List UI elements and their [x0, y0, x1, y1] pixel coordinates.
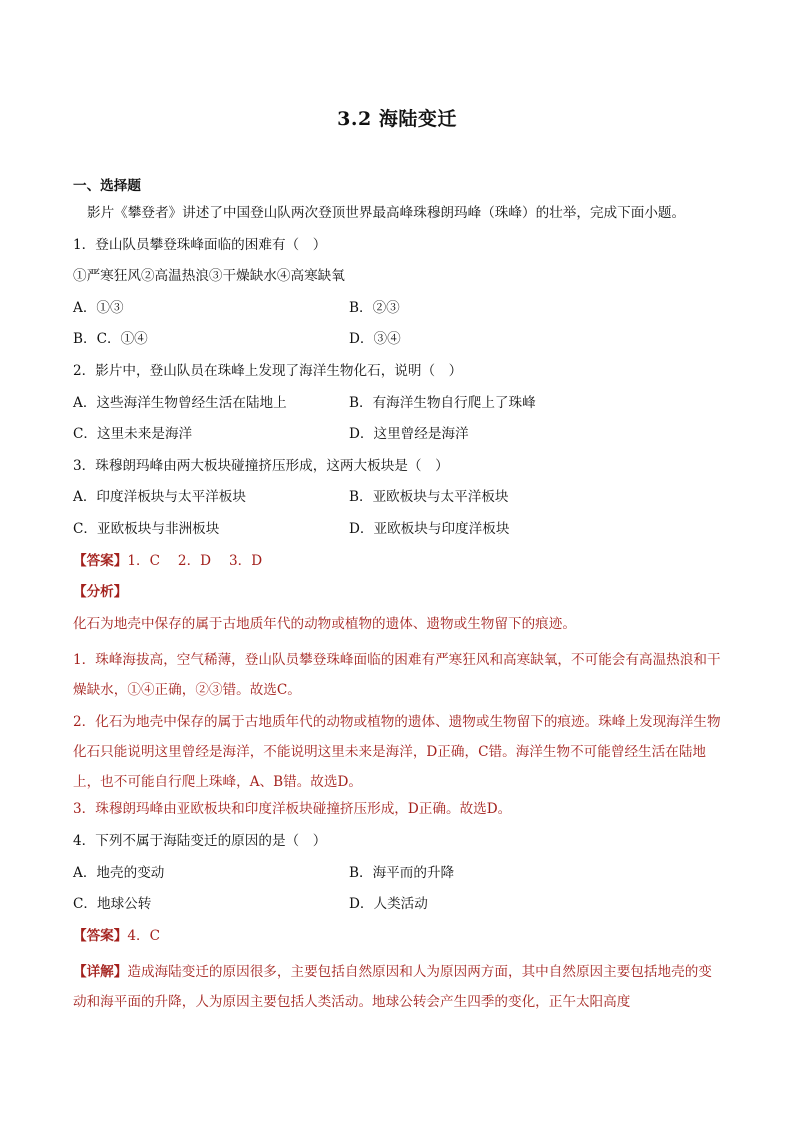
question-2-stem: 2．影片中，登山队员在珠峰上发现了海洋生物化石，说明（ ） — [73, 362, 463, 379]
answer-text: 4．C — [127, 927, 161, 944]
question-3-options-row-1 — [73, 487, 723, 519]
detail-paragraph — [73, 957, 723, 1019]
answer-line-2 — [73, 926, 723, 958]
option-d: D．亚欧板块与印度洋板块 — [349, 520, 510, 537]
option-b: B．②③ — [349, 299, 400, 316]
question-1-options-row-2 — [73, 329, 723, 361]
analysis-paragraph-1: 1．珠峰海拔高，空气稀薄，登山队员攀登珠峰面临的困难有严寒狂风和高寒缺氧，不可能会有高温热浪和干燥缺水，①④正确，②③错。故选C。 — [73, 652, 721, 699]
option-a: A．这些海洋生物曾经生活在陆地上 — [73, 394, 287, 411]
question-1-options-row-1 — [73, 298, 723, 330]
question-3-options-row-2 — [73, 519, 723, 551]
option-b: B．有海洋生物自行爬上了珠峰 — [349, 394, 536, 411]
document-body — [73, 176, 723, 1019]
option-c: C．地球公转 — [73, 896, 152, 913]
detail-tag: 【详解】 — [73, 964, 128, 981]
analysis-intro: 化石为地壳中保存的属于古地质年代的动物或植物的遗体、遗物或生物留下的痕迹。 — [73, 615, 576, 632]
analysis-paragraph-2: 2．化石为地壳中保存的属于古地质年代的动物或植物的遗体、遗物或生物留下的痕迹。珠峰上发现海洋生物化石只能说明这里曾经是海洋，不能说明这里未来是海洋，D正确，C错。海洋生物不可能曾经生活在陆地上，也不可能自行爬上珠峰，A、B错。故选D。 — [73, 714, 721, 791]
question-4-stem: 4．下列不属于海陆变迁的原因的是（ ） — [73, 832, 327, 849]
answer-text: 1．C 2．D 3．D — [127, 552, 263, 569]
question-2-options-row-2 — [73, 424, 723, 456]
section-heading: 一、选择题 — [73, 178, 141, 194]
page-title: 3.2 海陆变迁 — [337, 108, 457, 130]
answer-line-1 — [73, 551, 723, 583]
option-c: B．C．①④ — [73, 331, 148, 348]
question-intro: 影片《攀登者》讲述了中国登山队两次登顶世界最高峰珠穆朗玛峰（珠峰）的壮举，完成下面小题。 — [87, 205, 686, 221]
detail-text: 造成海陆变迁的原因很多，主要包括自然原因和人为原因两方面，其中自然原因主要包括地壳的变动和海平面的升降，人为原因主要包括人类活动。地球公转会产生四季的变化，正午太阳高度 — [73, 964, 712, 1011]
question-1-stem: 1．登山队员攀登珠峰面临的困难有（ ） — [73, 236, 327, 253]
question-1-items: ①严寒狂风②高温热浪③干燥缺水④高寒缺氧 — [73, 268, 345, 285]
option-a: A．印度洋板块与太平洋板块 — [73, 489, 246, 506]
option-d: D．人类活动 — [349, 896, 428, 913]
option-a: A．地壳的变动 — [73, 864, 165, 881]
answer-tag: 【答案】 — [73, 552, 128, 569]
option-b: B．亚欧板块与太平洋板块 — [349, 489, 509, 506]
option-a: A．①③ — [73, 299, 124, 316]
option-c: C．这里未来是海洋 — [73, 426, 193, 443]
option-c: C．亚欧板块与非洲板块 — [73, 520, 220, 537]
analysis-tag: 【分析】 — [73, 584, 128, 601]
question-2-options-row-1 — [73, 393, 723, 425]
option-d: D．③④ — [349, 331, 401, 348]
analysis-paragraph-3: 3．珠穆朗玛峰由亚欧板块和印度洋板块碰撞挤压形成，D正确。故选D。 — [73, 801, 512, 818]
question-4-options-row-2 — [73, 894, 723, 926]
option-b: B．海平而的升降 — [349, 864, 455, 881]
option-d: D．这里曾经是海洋 — [349, 426, 469, 443]
question-3-stem: 3．珠穆朗玛峰由两大板块碰撞挤压形成，这两大板块是（ ） — [73, 457, 449, 474]
answer-tag: 【答案】 — [73, 927, 128, 944]
question-4-options-row-1 — [73, 863, 723, 895]
